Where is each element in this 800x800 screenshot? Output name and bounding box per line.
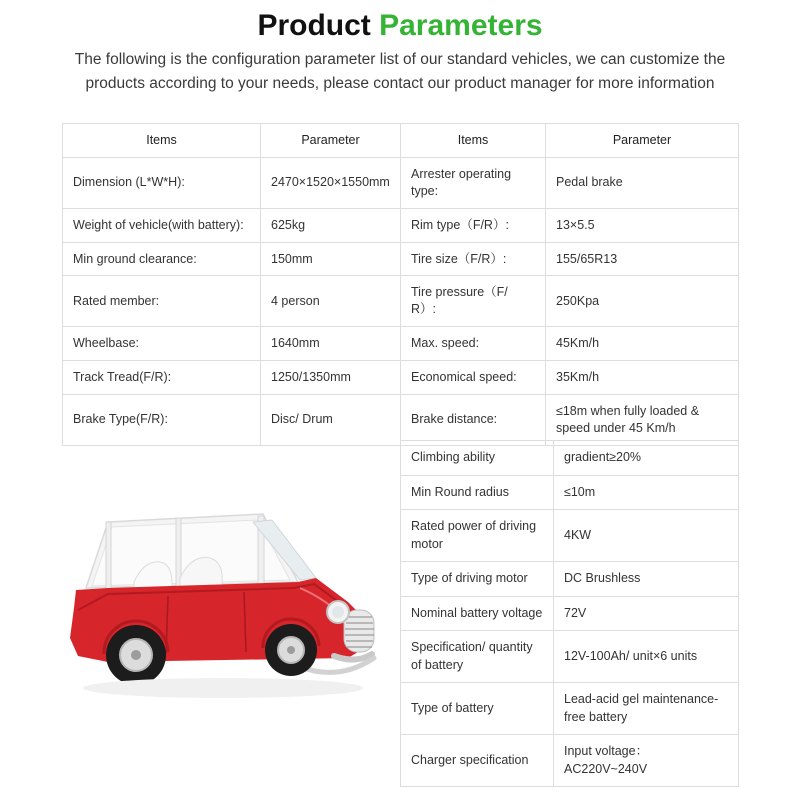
column-header-items-2: Items	[401, 124, 546, 158]
param-label: Track Tread(F/R):	[63, 361, 261, 395]
table-row	[401, 475, 739, 510]
param-label: Specification/ quantity of battery	[401, 631, 554, 683]
column-header-items-1: Items	[63, 124, 261, 158]
param-label: Rated member:	[63, 276, 261, 327]
table-row	[63, 394, 739, 445]
param-value: gradient≥20%	[554, 441, 739, 476]
param-value: 1640mm	[261, 327, 401, 361]
param-value: DC Brushless	[554, 562, 739, 597]
param-label: Dimension (L*W*H):	[63, 157, 261, 208]
table-row	[401, 683, 739, 735]
table-row	[401, 735, 739, 787]
param-value: 250Kpa	[546, 276, 739, 327]
page-title-part2: Parameters	[379, 9, 543, 42]
vehicle-illustration	[48, 470, 388, 720]
main-parameters-table	[62, 123, 739, 446]
param-label: Climbing ability	[401, 441, 554, 476]
table-row	[401, 631, 739, 683]
param-value: ≤10m	[554, 475, 739, 510]
page-title	[0, 0, 800, 44]
param-value: 625kg	[261, 208, 401, 242]
param-value: 2470×1520×1550mm	[261, 157, 401, 208]
param-label: Brake Type(F/R):	[63, 394, 261, 445]
table-row	[63, 242, 739, 276]
param-label: Brake distance:	[401, 394, 546, 445]
param-value: 35Km/h	[546, 361, 739, 395]
param-label: Arrester operating type:	[401, 157, 546, 208]
table-row	[63, 157, 739, 208]
param-value: 155/65R13	[546, 242, 739, 276]
param-value: 150mm	[261, 242, 401, 276]
param-value: 12V-100Ah/ unit×6 units	[554, 631, 739, 683]
table-row	[63, 208, 739, 242]
secondary-parameters-table	[400, 440, 739, 787]
param-value: 4KW	[554, 510, 739, 562]
param-label: Min Round radius	[401, 475, 554, 510]
param-label: Rated power of driving motor	[401, 510, 554, 562]
page-subtitle: The following is the configuration parameter list of our standard vehicles, we can customize the products according to your needs, please contact our product manager for more information	[74, 51, 726, 93]
param-label: Wheelbase:	[63, 327, 261, 361]
param-label: Rim type（F/R）:	[401, 208, 546, 242]
table-row	[401, 441, 739, 476]
param-value: Lead-acid gel maintenance-free battery	[554, 683, 739, 735]
param-value: Pedal brake	[546, 157, 739, 208]
param-value: 1250/1350mm	[261, 361, 401, 395]
table-row	[63, 361, 739, 395]
vehicle-photo	[48, 470, 388, 720]
table-row	[63, 276, 739, 327]
param-value: Input voltage：AC220V~240V	[554, 735, 739, 787]
param-value: 72V	[554, 596, 739, 631]
param-label: Economical speed:	[401, 361, 546, 395]
param-label: Weight of vehicle(with battery):	[63, 208, 261, 242]
table-row	[401, 596, 739, 631]
param-label: Type of driving motor	[401, 562, 554, 597]
param-label: Nominal battery voltage	[401, 596, 554, 631]
param-label: Type of battery	[401, 683, 554, 735]
param-value: ≤18m when fully loaded & speed under 45 Km/h	[546, 394, 739, 445]
column-header-parameter-1: Parameter	[261, 124, 401, 158]
table-row	[63, 327, 739, 361]
param-value: 4 person	[261, 276, 401, 327]
param-value: 45Km/h	[546, 327, 739, 361]
param-label: Tire size（F/R）:	[401, 242, 546, 276]
table-row	[401, 510, 739, 562]
table-header-row	[63, 124, 739, 158]
table-row	[401, 562, 739, 597]
page-title-part1: Product	[257, 9, 380, 42]
param-value: 13×5.5	[546, 208, 739, 242]
param-label: Tire pressure（F/ R）:	[401, 276, 546, 327]
param-label: Min ground clearance:	[63, 242, 261, 276]
param-value: Disc/ Drum	[261, 394, 401, 445]
column-header-parameter-2: Parameter	[546, 124, 739, 158]
param-label: Charger specification	[401, 735, 554, 787]
param-label: Max. speed:	[401, 327, 546, 361]
